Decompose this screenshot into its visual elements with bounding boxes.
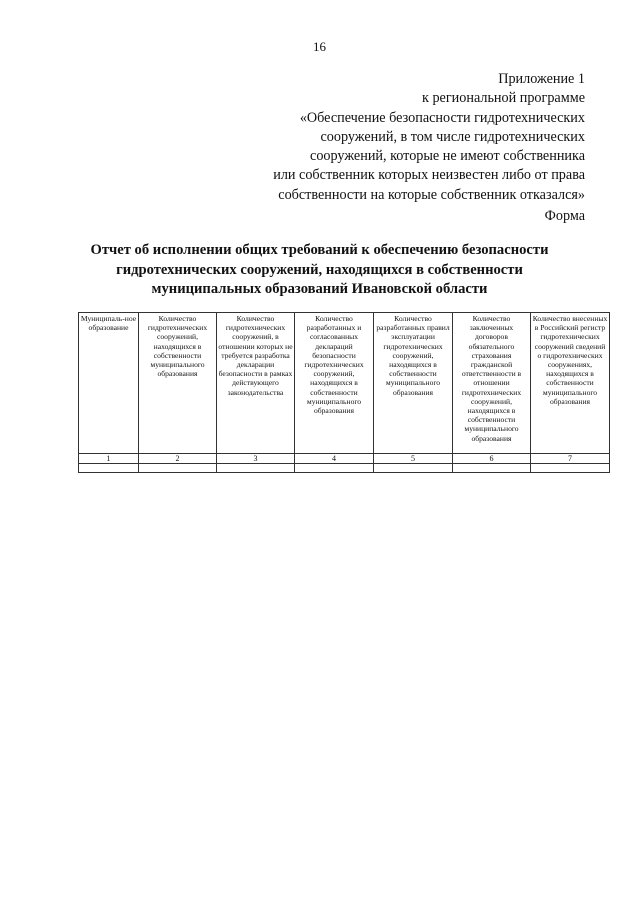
table-header-row xyxy=(79,313,610,454)
appendix-line: или собственник которых неизвестен либо от права xyxy=(273,167,585,184)
appendix-line: собственности на которые собственник отказался» xyxy=(278,186,585,203)
report-table xyxy=(78,312,610,473)
column-number: 7 xyxy=(531,454,610,464)
column-number: 3 xyxy=(217,454,295,464)
header-register-entries-count: Количество внесенных в Российский регистр гидротехнических сооружений сведений о гидротехнических сооружениях, находящихся в собственности муниципального образования xyxy=(531,313,610,454)
appendix-line: Приложение 1 xyxy=(498,71,585,87)
header-operation-rules-count: Количество разработанных правил эксплуатации гидротехнических сооружений, находящихся в собственности муниципального образования xyxy=(374,313,453,454)
header-insurance-contracts-count: Количество заключенных договоров обязательного страхования гражданской ответственности в отношении гидротехнических сооружений, находящихся в собственности муниципального образования xyxy=(453,313,531,454)
appendix-line: «Обеспечение безопасности гидротехнических xyxy=(299,109,585,126)
report-title-line: Отчет об исполнении общих требований к обеспечению безопасности xyxy=(90,242,549,258)
table-cell xyxy=(79,464,139,473)
table-cell xyxy=(453,464,531,473)
page-number: 16 xyxy=(313,39,326,54)
appendix-line: сооружений, которые не имеют собственника xyxy=(310,148,585,165)
table-cell xyxy=(139,464,217,473)
report-title xyxy=(60,241,579,300)
appendix-block xyxy=(205,70,585,205)
table-row xyxy=(79,464,610,473)
form-label: Форма xyxy=(544,208,585,224)
header-structures-count: Количество гидротехнических сооружений, находящихся в собственности муниципального образования xyxy=(139,313,217,454)
table-cell xyxy=(374,464,453,473)
report-title-line: гидротехнических сооружений, находящихся в собственности xyxy=(116,261,523,278)
header-declarations-count: Количество разработанных и согласованных деклараций безопасности гидротехнических сооружений, находящихся в собственности муниципального образования xyxy=(295,313,374,454)
appendix-line: сооружений, в том числе гидротехнических xyxy=(320,128,585,145)
appendix-line: к региональной программе xyxy=(422,90,585,107)
header-municipality: Муниципаль-ное образование xyxy=(79,313,139,454)
column-number: 6 xyxy=(453,454,531,464)
column-number: 4 xyxy=(295,454,374,464)
table-cell xyxy=(217,464,295,473)
column-number: 5 xyxy=(374,454,453,464)
report-title-line: муниципальных образований Ивановской области xyxy=(151,281,488,297)
column-numbers-row xyxy=(79,454,610,464)
column-number: 1 xyxy=(79,454,139,464)
column-number: 2 xyxy=(139,454,217,464)
header-no-declaration-count: Количество гидротехнических сооружений, в отношении которых не требуется разработка декларации безопасности в рамках действующего законодательства xyxy=(217,313,295,454)
table-cell xyxy=(295,464,374,473)
table-cell xyxy=(531,464,610,473)
